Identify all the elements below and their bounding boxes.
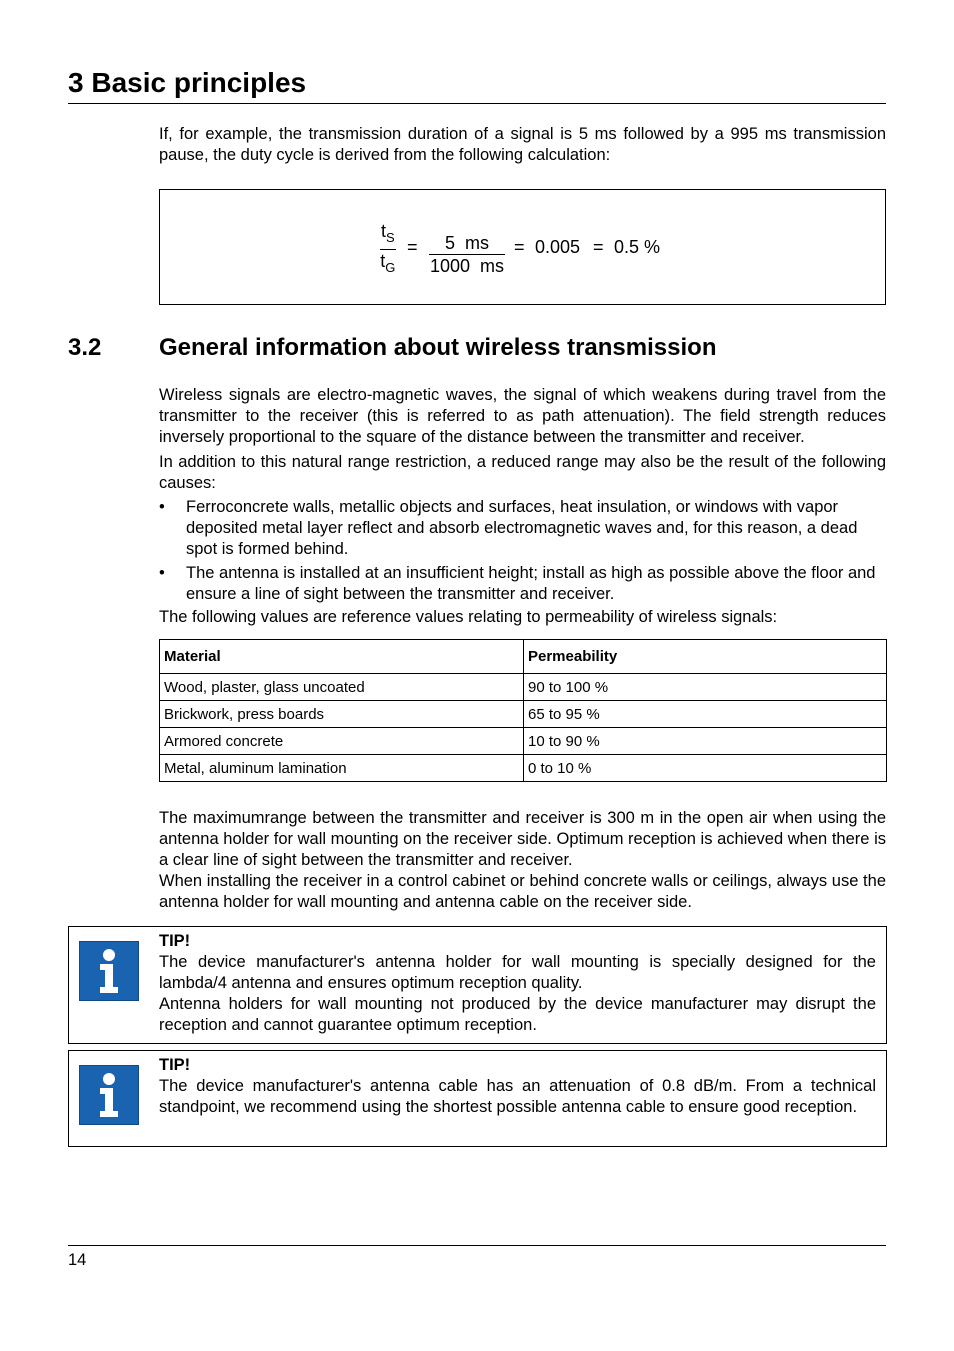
result-percent: 0.5 %: [614, 237, 661, 257]
equals-sign-1: =: [407, 237, 418, 257]
page-number: 14: [68, 1251, 87, 1269]
cell-material: Brickwork, press boards: [160, 701, 524, 728]
paragraph-reference-values: The following values are reference values relating to permeability of wireless signals:: [159, 608, 778, 626]
chapter-title: 3 Basic principles: [68, 66, 886, 104]
cell-material: Metal, aluminum lamination: [160, 755, 524, 782]
tip-line: The device manufacturer's antenna holder for wall mounting is specially designed for the lambda/4 antenna and ensures optimum reception quality.: [159, 953, 876, 992]
tg-base: t: [380, 251, 386, 271]
intro-paragraph: If, for example, the transmission duration of a signal is 5 ms followed by a 995 ms transmission pause, the duty cycle is derived from the following calculation:: [159, 125, 886, 164]
paragraph-maximum-range: The maximumrange between the transmitter and receiver is 300 m in the open air when using the antenna holder for wall mounting on the receiver side. Optimum reception is achieved when there is a clear line of sight between the transmitter and receiver.: [159, 809, 886, 869]
bullet-text: The antenna is installed at an insufficient height; install as high as possible above the floor and ensure a line of sight between the transmitter and receiver.: [186, 564, 876, 603]
ts-base: t: [381, 221, 387, 241]
tip-text: The device manufacturer's antenna cable has an attenuation of 0.8 dB/m. From a technical standpoint, we recommend using the shortest possible antenna cable to ensure good reception.: [159, 1077, 876, 1116]
equals-sign-2: =: [514, 237, 525, 257]
table-row: [160, 755, 887, 782]
header-material: Material: [160, 640, 524, 674]
tip-text: [159, 952, 876, 1036]
ts-tg-fraction: [380, 220, 396, 279]
bullet-dot: •: [159, 498, 165, 516]
numerator: 5 ms: [429, 232, 505, 255]
tip-title: TIP!: [159, 1056, 191, 1074]
cell-permeability: 0 to 10 %: [524, 755, 887, 782]
table-row: [160, 674, 887, 701]
tip-box-antenna-cable: [68, 1050, 887, 1147]
footer-divider: [68, 1245, 886, 1246]
paragraph-range-restriction: In addition to this natural range restriction, a reduced range may also be the result of the following causes:: [159, 453, 886, 492]
cell-material: Armored concrete: [160, 728, 524, 755]
denominator: 1000 ms: [429, 256, 505, 276]
section-number: 3.2: [68, 334, 102, 361]
bullet-text: Ferroconcrete walls, metallic objects and surfaces, heat insulation, or windows with vapor deposited metal layer reflect and absorb electromagnetic waves and, for this reason, a dead spot is formed behind.: [186, 498, 858, 558]
bullet-dot: •: [159, 564, 165, 582]
cell-permeability: 90 to 100 %: [524, 674, 887, 701]
tip-box-antenna-holder: [68, 926, 887, 1044]
tip-title: TIP!: [159, 932, 191, 950]
header-permeability: Permeability: [524, 640, 887, 674]
info-icon: [79, 941, 139, 1001]
table-row: [160, 728, 887, 755]
section-title: General information about wireless transmission: [159, 334, 717, 361]
cell-permeability: 10 to 90 %: [524, 728, 887, 755]
equals-sign-3: =: [593, 237, 604, 257]
tg-subscript: G: [385, 260, 396, 275]
tip-line: Antenna holders for wall mounting not produced by the device manufacturer may disrupt the reception and cannot guarantee optimum reception.: [159, 995, 876, 1034]
paragraph-path-attenuation: Wireless signals are electro-magnetic waves, the signal of which weakens during travel from the transmitter to the receiver (this is referred to as path attenuation). The field strength reduces inversely proportional to the square of the distance between the transmitter and receiver.: [159, 386, 886, 446]
ts-term: [380, 220, 396, 250]
info-icon: [79, 1065, 139, 1125]
cell-material: Wood, plaster, glass uncoated: [160, 674, 524, 701]
table-header-row: [160, 640, 887, 674]
ts-subscript: S: [386, 230, 395, 245]
paragraph-installation: When installing the receiver in a control cabinet or behind concrete walls or ceilings, always use the antenna holder for wall mounting and antenna cable on the receiver side.: [159, 872, 886, 911]
cell-permeability: 65 to 95 %: [524, 701, 887, 728]
ms-fraction: [429, 232, 505, 277]
table-row: [160, 701, 887, 728]
permeability-table: [159, 639, 887, 782]
tg-term: [380, 250, 396, 279]
result-decimal: 0.005: [535, 237, 581, 257]
formula-box: [159, 189, 886, 305]
